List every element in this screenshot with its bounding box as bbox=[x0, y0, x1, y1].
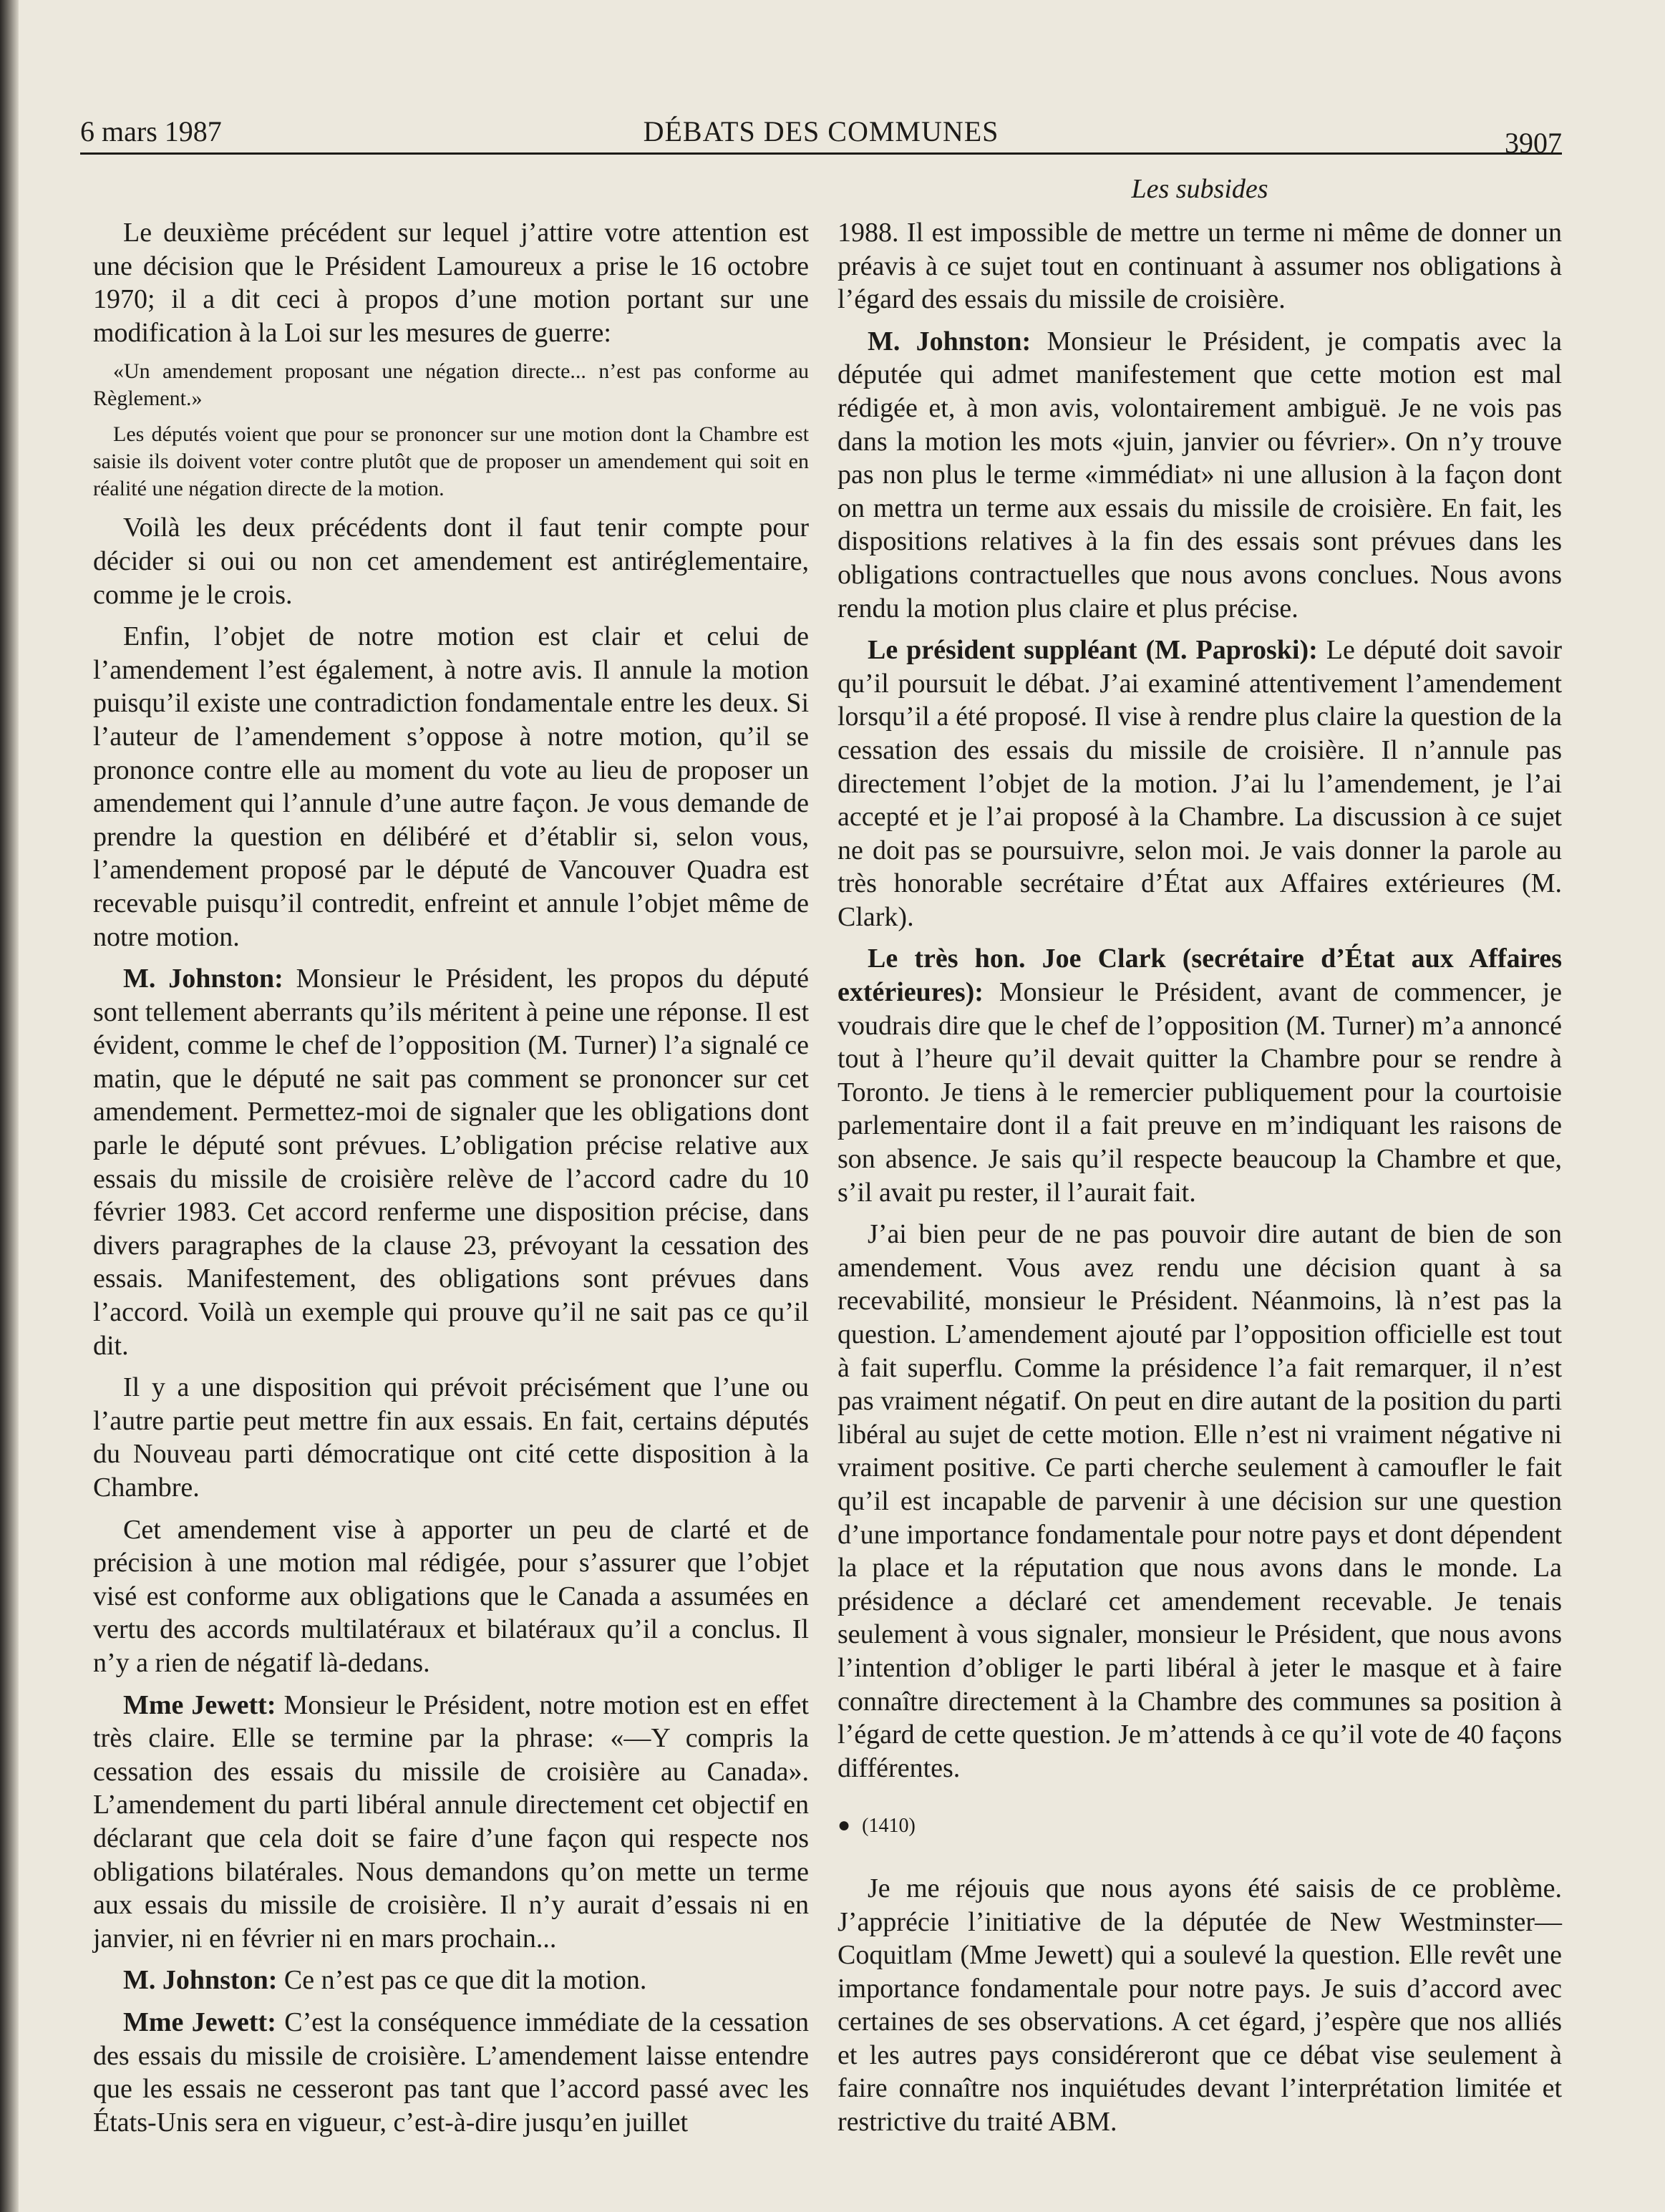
left-column bbox=[93, 216, 809, 2148]
speech bbox=[838, 325, 1562, 625]
paragraph: Enfin, l’objet de notre motion est clair et celui de l’amendement l’est également, à notre avis. Il annule la motion puisqu’il existe une contradiction fondamentale entre les deux. Si l’auteur de l’amendement s’oppose à notre motion, qu’il se prononce contre elle au moment du vote au lieu de proposer un amendement qui l’annule d’une autre façon. Je vous demande de prendre la question en délibéré et d’établir si, selon vous, l’amendement proposé par le député de Vancouver Quadra est recevable puisqu’il contredit, enfreint et annule l’objet même de notre motion. bbox=[93, 621, 809, 952]
header-date: 6 mars 1987 bbox=[80, 115, 222, 147]
page-gutter-shadow bbox=[0, 0, 19, 2212]
speech-text: Monsieur le Président, avant de commencer, je voudrais dire que le chef de l’opposition (M. Turner) m’a annoncé tout à l’heure qu’il devait quitter la Chambre pour se rendre à Toronto. Je tiens à le remercier publiquement pour la courtoisie parlementaire dont il a fait preuve en m’indiquant les raisons de son absence. Je sais qu’il respecte beaucoup la Chambre et que, s’il avait pu rester, il l’aurait fait. bbox=[838, 977, 1562, 1208]
paragraph: Cet amendement vise à apporter un peu de clarté et de précision à une motion mal rédigée, pour s’assurer que l’objet visé est conforme aux obligations que le Canada a assumées en vertu des accords multilatéraux et bilatéraux qu’il a conclus. Il n’y a rien de négatif là-dedans. bbox=[93, 1514, 809, 1678]
bullet-icon: ● bbox=[838, 1813, 851, 1838]
time-marker bbox=[838, 1809, 1562, 1843]
right-column bbox=[838, 216, 1562, 2148]
speech bbox=[93, 1964, 809, 1997]
speaker-name: M. Johnston: bbox=[123, 1965, 278, 1996]
speech-text: Le député doit savoir qu’il poursuit le débat. J’ai examiné attentivement l’amendement lorsqu’il a été proposé. Il vise à rendre plus claire la question de la cessation des essais du missile de croisière. Il n’annule pas directement l’objet de la motion. J’ai lu l’amendement, je l’ai accepté et je l’ai proposé à la Chambre. La discussion à ce sujet ne doit pas se poursuivre, selon moi. Je vais donner la parole au très honorable secrétaire d’État aux Affaires extérieures (M. Clark). bbox=[838, 635, 1562, 932]
quote: Les députés voient que pour se prononcer sur une motion dont la Chambre est saisie ils doivent voter contre plutôt que de proposer un amendement qui soit en réalité une négation directe de la motion. bbox=[93, 422, 809, 501]
speech-text: Monsieur le Président, je compatis avec la députée qui admet manifestement que cette motion est mal rédigée et, à mon avis, volontairement ambiguë. Je ne vois pas dans la motion les mots «juin, janvier ou février». On n’y trouve pas non plus le terme «immédiat» ni une allusion à la façon dont on mettra un terme aux essais du missile de croisière. En fait, les dispositions relatives à la fin des essais sont prévues dans les obligations contractuelles que nous avons conclues. Nous avons rendu la motion plus claire et plus précise. bbox=[838, 326, 1562, 624]
time-marker-text: (1410) bbox=[862, 1815, 916, 1838]
speaker-name: M. Johnston: bbox=[868, 326, 1031, 356]
speech bbox=[93, 2006, 809, 2139]
speech-text: Ce n’est pas ce que dit la motion. bbox=[277, 1965, 647, 1996]
paragraph: Le deuxième précédent sur lequel j’attire votre attention est une décision que le Président Lamoureux a prise le 16 octobre 1970; il a dit ceci à propos d’une motion portant sur une modification à la Loi sur les mesures de guerre: bbox=[93, 218, 809, 348]
speech-text: Monsieur le Président, les propos du député sont tellement aberrants qu’ils méritent à peine une réponse. Il est évident, comme le chef de l’opposition (M. Turner) l’a signalé ce matin, que le député ne sait pas comment se prononcer sur cet amendement. Permettez-moi de signaler que les obligations dont parle le député sont prévues. L’obligation précise relative aux essais du missile de croisière relève de l’accord cadre du 10 février 1983. Cet accord renferme une disposition précise, dans divers paragraphes de la clause 23, prévoyant la cessation des essais. Manifestement, des obligations sont prévues dans l’accord. Voilà un exemple qui prouve qu’il ne sait pas ce qu’il dit. bbox=[93, 964, 809, 1361]
header-rule bbox=[80, 152, 1562, 155]
paragraph: 1988. Il est impossible de mettre un terme ni même de donner un préavis à ce sujet tout en continuant à assumer nos obligations à l’égard des essais du missile de croisière. bbox=[838, 218, 1562, 315]
speaker-name: M. Johnston: bbox=[123, 964, 283, 994]
paragraph: J’ai bien peur de ne pas pouvoir dire autant de bien de son amendement. Vous avez rendu une décision quant à sa recevabilité, monsieur le Président. Néanmoins, là n’est pas la question. L’amendement ajouté par l’opposition officielle est tout à fait superflu. Comme la présidence l’a fait remarquer, il n’est pas vraiment négatif. On peut en dire autant de la position du parti libéral au sujet de cette motion. Elle n’est ni vraiment négative ni vraiment positive. Ce parti cherche seulement à camoufler le fait qu’il est incapable de parvenir à une décision sur une question d’une importance fondamentale pour notre pays et dont dépendent la place et la réputation que nous avons dans le monde. La présidence a déclaré cet amendement recevable. Je tenais seulement à vous signaler, monsieur le Président, que nous avons l’intention d’obliger le parti libéral à jeter le masque et à faire connaître directement à la Chambre des communes sa position à l’égard de cette question. Je m’attends à ce qu’il vote de 40 façons différentes. bbox=[838, 1219, 1562, 1783]
speech-text: Monsieur le Président, notre motion est en effet très claire. Elle se termine par la phrase: «—Y compris la cessation des essais du missile de croisière au Canada». L’amendement du parti libéral annule directement cet objectif en déclarant que cela doit se faire d’une façon qui respecte nos obligations bilatérales. Nous demandons qu’on mette un terme aux essais du missile de croisière. Il n’y aurait d’essais ni en janvier, ni en février ni en mars prochain... bbox=[93, 1689, 809, 1954]
speaker-name: Le président suppléant (M. Paproski): bbox=[868, 635, 1318, 666]
speech-text: C’est la conséquence immédiate de la cessation des essais du missile de croisière. L’amendement laisse entendre que les essais ne cesseront pas tant que l’accord passé avec les États-Unis sera en vigueur, c’est-à-dire jusqu’en juillet bbox=[93, 2007, 809, 2138]
paragraph: Voilà les deux précédents dont il faut tenir compte pour décider si oui ou non cet amendement est antiréglementaire, comme je le crois. bbox=[93, 513, 809, 610]
speech bbox=[93, 962, 809, 1362]
speaker-name: Le très hon. Joe Clark (secrétaire d’État aux Affaires extérieures): bbox=[838, 944, 1562, 1008]
header-title: DÉBATS DES COMMUNES bbox=[643, 115, 999, 147]
quote: «Un amendement proposant une négation directe... n’est pas conforme au Règlement.» bbox=[93, 359, 809, 411]
speech bbox=[838, 634, 1562, 933]
speaker-name: Mme Jewett: bbox=[123, 1689, 276, 1720]
speaker-name: Mme Jewett: bbox=[123, 2007, 276, 2037]
page-header bbox=[80, 115, 1562, 157]
paragraph: Il y a une disposition qui prévoit précisément que l’une ou l’autre partie peut mettre fin aux essais. En fait, certains députés du Nouveau parti démocratique ont cité cette disposition à la Chambre. bbox=[93, 1372, 809, 1503]
paragraph: Je me réjouis que nous ayons été saisis de ce problème. J’apprécie l’initiative de la députée de New Westminster—Coquitlam (Mme Jewett) qui a soulevé la question. Elle revêt une importance fondamentale pour notre pays. Je suis d’accord avec certaines de ses observations. A cet égard, j’espère que nos alliés et les autres pays considéreront que ce débat vise seulement à faire connaître nos inquiétudes devant l’interprétation limitée et restrictive du traité ABM. bbox=[838, 1873, 1562, 2138]
speech bbox=[93, 1689, 809, 1956]
speech bbox=[838, 942, 1562, 1209]
section-title: Les subsides bbox=[1131, 174, 1268, 204]
page-number: 3907 bbox=[1505, 127, 1562, 159]
